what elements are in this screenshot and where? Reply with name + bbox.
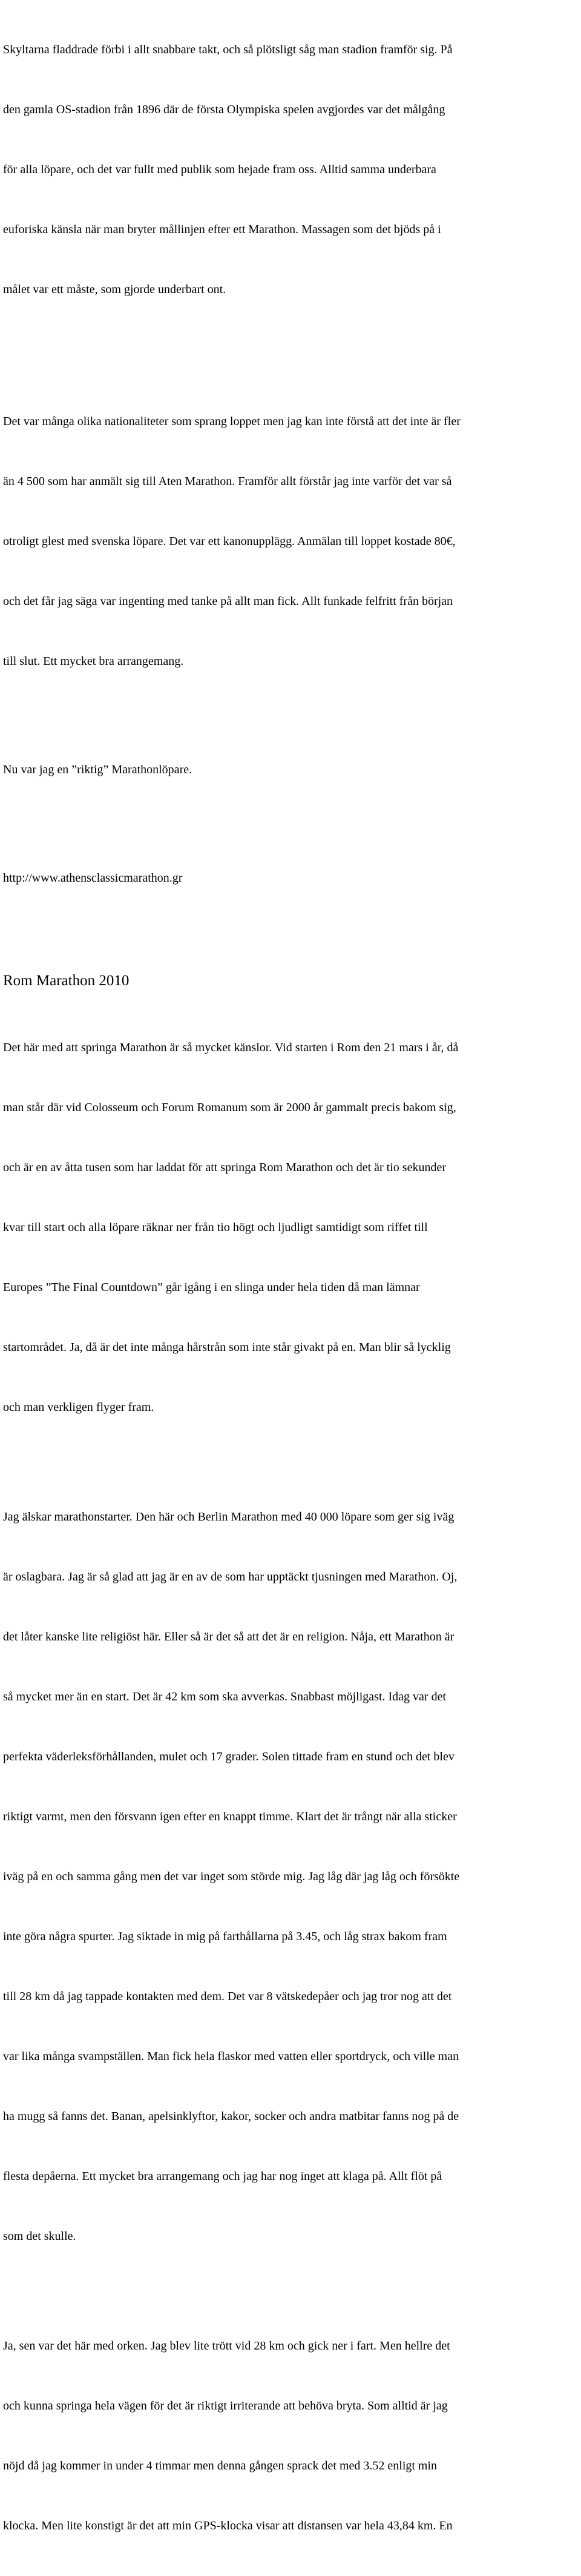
text-line: flesta depåerna. Ett mycket bra arrangemang och jag har nog inget att klaga på. Allt flöt på [3, 2170, 442, 2183]
spacer [3, 340, 578, 372]
text-line: ha mugg så fanns det. Banan, apelsinklyftor, kakor, socker och andra matbitar fanns nog på de [3, 2110, 459, 2123]
text-line: nöjd då jag kommer in under 4 timmar men denna gången sprack det med 3.52 enligt min [3, 2459, 438, 2472]
paragraph-url [3, 828, 578, 928]
spacer [3, 820, 578, 828]
document-page [3, 0, 578, 2576]
text-line: startområdet. Ja, då är det inte många hårstrån som inte står givakt på en. Man blir så lycklig [3, 1341, 451, 1354]
text-line: och det får jag säga var ingenting med tanke på allt man fick. Allt funkade felfritt från början [3, 595, 453, 608]
text-line: klocka. Men lite konstigt är det att min GPS-klocka visar att distansen var hela 43,84 km. En [3, 2519, 453, 2532]
paragraph-real-marathoner [3, 720, 578, 820]
text-line: Ja, sen var det här med orken. Jag blev lite trött vid 28 km och gick ner i fart. Men hellre det [3, 2339, 450, 2353]
paragraph-marathon-starts [3, 1467, 578, 2287]
text-line: riktigt varmt, men den försvann igen efter en knappt timme. Klart det är trångt när alla sticker [3, 1810, 457, 1823]
text-line: var lika många svampställen. Man fick hela flaskor med vatten eller sportdryck, och ville man [3, 2050, 459, 2063]
text-line: Det här med att springa Marathon är så mycket känslor. Vid starten i Rom den 21 mars i år, då [3, 1041, 459, 1054]
text-line: för alla löpare, och det var fullt med publik som hejade fram oss. Alltid samma underbara [3, 163, 436, 176]
text-line: det låter kanske lite religiöst här. Eller så är det så att det är en religion. Nåja, ett Marathon är [3, 1630, 455, 1643]
text-line: euforiska känsla när man bryter mållinjen efter ett Marathon. Massagen som det bjöds på i [3, 223, 441, 236]
text-line: till 28 km då jag tappade kontakten med dem. Det var 8 vätskedepåer och jag tror nog att det [3, 1990, 452, 2003]
paragraph-athens-nationalities [3, 372, 578, 712]
text-line: Jag älskar marathonstarter. Den här och Berlin Marathon med 40 000 löpare som ger sig iväg [3, 1510, 455, 1524]
text-line: man står där vid Colosseum och Forum Romanum som är 2000 år gammalt precis bakom sig, [3, 1101, 456, 1114]
paragraph-stamina [3, 2296, 578, 2576]
text-line: och är en av åtta tusen som har laddat för att springa Rom Marathon och det är tio sekunder [3, 1161, 446, 1174]
text-line: Europes ”The Final Countdown” går igång i en slinga under hela tiden då man lämnar [3, 1281, 420, 1294]
spacer [3, 712, 578, 720]
spacer [3, 2287, 578, 2296]
text-line: målet var ett måste, som gjorde underbart ont. [3, 283, 226, 296]
text-line: Skyltarna fladdrade förbi i allt snabbare takt, och så plötsligt såg man stadion framför sig. På [3, 43, 453, 56]
text-line: inte göra några spurter. Jag siktade in mig på farthållarna på 3.45, och låg strax bakom fram [3, 1930, 447, 1943]
paragraph-rome-start [3, 998, 578, 1458]
text-line: perfekta väderleksförhållanden, mulet och 17 grader. Solen tittade fram en stund och det blev [3, 1750, 455, 1763]
section-heading: Rom Marathon 2010 [3, 973, 130, 989]
paragraph-athens-finish [3, 0, 578, 340]
text-line: till slut. Ett mycket bra arrangemang. [3, 655, 184, 668]
text-line: otroligt glest med svenska löpare. Det var ett kanonupplägg. Anmälan till loppet kostade 80€, [3, 535, 456, 548]
text-line: Det var många olika nationaliteter som sprang loppet men jag kan inte förstå att det inte är fler [3, 415, 461, 428]
text-line: Nu var jag en ”riktig” Marathonlöpare. [3, 763, 192, 776]
text-line: iväg på en och samma gång men det var inget som störde mig. Jag låg där jag låg och försökte [3, 1870, 460, 1883]
athens-marathon-link[interactable]: http://www.athensclassicmarathon.gr [3, 871, 183, 885]
spacer [3, 928, 578, 971]
text-line: är oslagbara. Jag är så glad att jag är en av de som har upptäckt tjusningen med Marathon. Oj, [3, 1570, 458, 1584]
spacer [3, 1458, 578, 1467]
text-line: som det skulle. [3, 2230, 76, 2243]
text-line: så mycket mer än en start. Det är 42 km som ska avverkas. Snabbast möjligast. Idag var det [3, 1690, 447, 1703]
text-line: än 4 500 som har anmält sig till Aten Marathon. Framför allt förstår jag inte varför det var så [3, 475, 452, 488]
text-line: den gamla OS-stadion från 1896 där de första Olympiska spelen avgjordes var det målgång [3, 103, 445, 116]
text-line: och man verkligen flyger fram. [3, 1401, 154, 1414]
text-line: kvar till start och alla löpare räknar ner från tio högt och ljudligt samtidigt som riffet till [3, 1221, 428, 1234]
text-line: och kunna springa hela vägen för det är riktigt irriterande att behöva bryta. Som alltid är jag [3, 2399, 448, 2413]
